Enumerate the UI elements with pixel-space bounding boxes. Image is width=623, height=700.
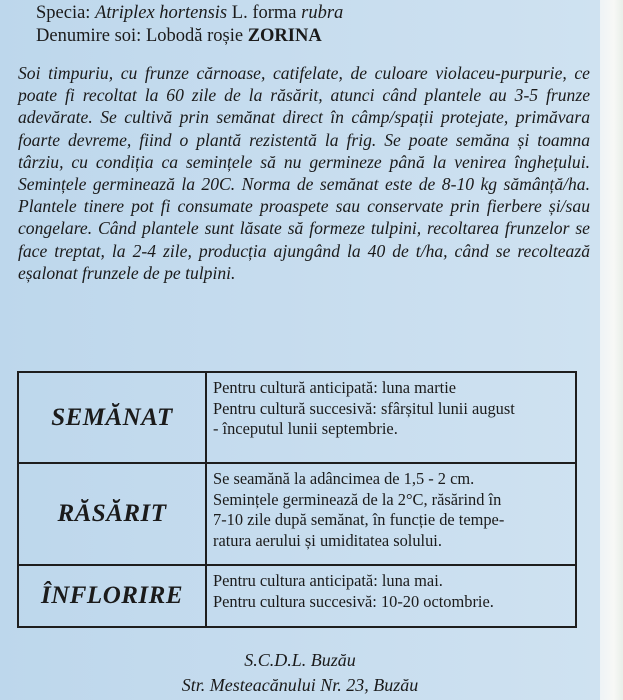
table-line: Se seamănă la adâncimea de 1,5 - 2 cm. xyxy=(213,469,475,488)
variety-description: Soi timpuriu, cu frunze cărnoase, catifelate, de culoare violaceu-purpurie, ce poate fi recoltat la 60 zile de la răsărit, atunci când plantele au 3-5 frunze adevărate. Se cultivă prin semănat direct în câmp/spații protejate, primăvara foarte devreme, fiind o plantă rezistentă la frig. Se poate semăna și toamna târziu, cu condiția ca semințele să nu germineze până la venirea înghețului. Semințele germinează la 20C. Norma de semănat este de 8-10 kg sămânță/ha. Plantele tinere pot fi consumate proaspete sau conservate prin fierbere și/sau congelare. Când plantele sunt lăsate să formeze tulpini, recoltarea frunzelor se face treptat, la 2-4 zile, producția ajungând la 40 de t/ha, când se recoltează eșalonat frunzele de pe tulpini. xyxy=(18,63,590,283)
table-line: Pentru cultura succesivă: 10-20 octombrie. xyxy=(213,591,494,611)
species-prefix: Specia: xyxy=(36,3,96,23)
row-text-semanat xyxy=(207,373,575,464)
variety-line xyxy=(36,25,343,48)
species-latin-name: Atriplex hortensis xyxy=(95,3,228,23)
table-line: Pentru cultura anticipată: luna mai. xyxy=(213,571,443,590)
row-label-rasarit: RĂSĂRIT xyxy=(19,464,207,566)
table-line: Pentru cultură anticipată: luna martie xyxy=(213,378,457,397)
producer-address: Str. Mesteacănului Nr. 23, Buzău xyxy=(181,675,419,695)
row-label-semanat: SEMĂNAT xyxy=(19,373,207,464)
producer-name: S.C.D.L. Buzău xyxy=(244,650,356,670)
table-line: 7-10 zile după semănat, în funcție de tempe- xyxy=(213,510,505,529)
table-line: ratura aerului și umiditatea solului. xyxy=(213,530,442,550)
row-label-inflorire: ÎNFLORIRE xyxy=(19,566,207,626)
variety-prefix: Denumire soi: Lobodă roșie xyxy=(36,26,248,46)
cultivation-table xyxy=(17,371,577,628)
table-line: Semințele germinează de la 2°C, răsărind în xyxy=(213,489,502,509)
variety-name: ZORINA xyxy=(247,26,322,46)
row-text-inflorire xyxy=(207,566,575,626)
species-author: L. forma xyxy=(227,3,302,23)
table-line: - începutul lunii septembrie. xyxy=(213,419,398,438)
species-form: rubra xyxy=(301,3,344,23)
species-line xyxy=(36,2,343,25)
row-text-rasarit xyxy=(207,464,575,566)
table-line: Pentru cultură succesivă: sfârșitul lunii august xyxy=(213,398,515,418)
packet-edge xyxy=(600,0,623,700)
species-header xyxy=(36,2,343,48)
